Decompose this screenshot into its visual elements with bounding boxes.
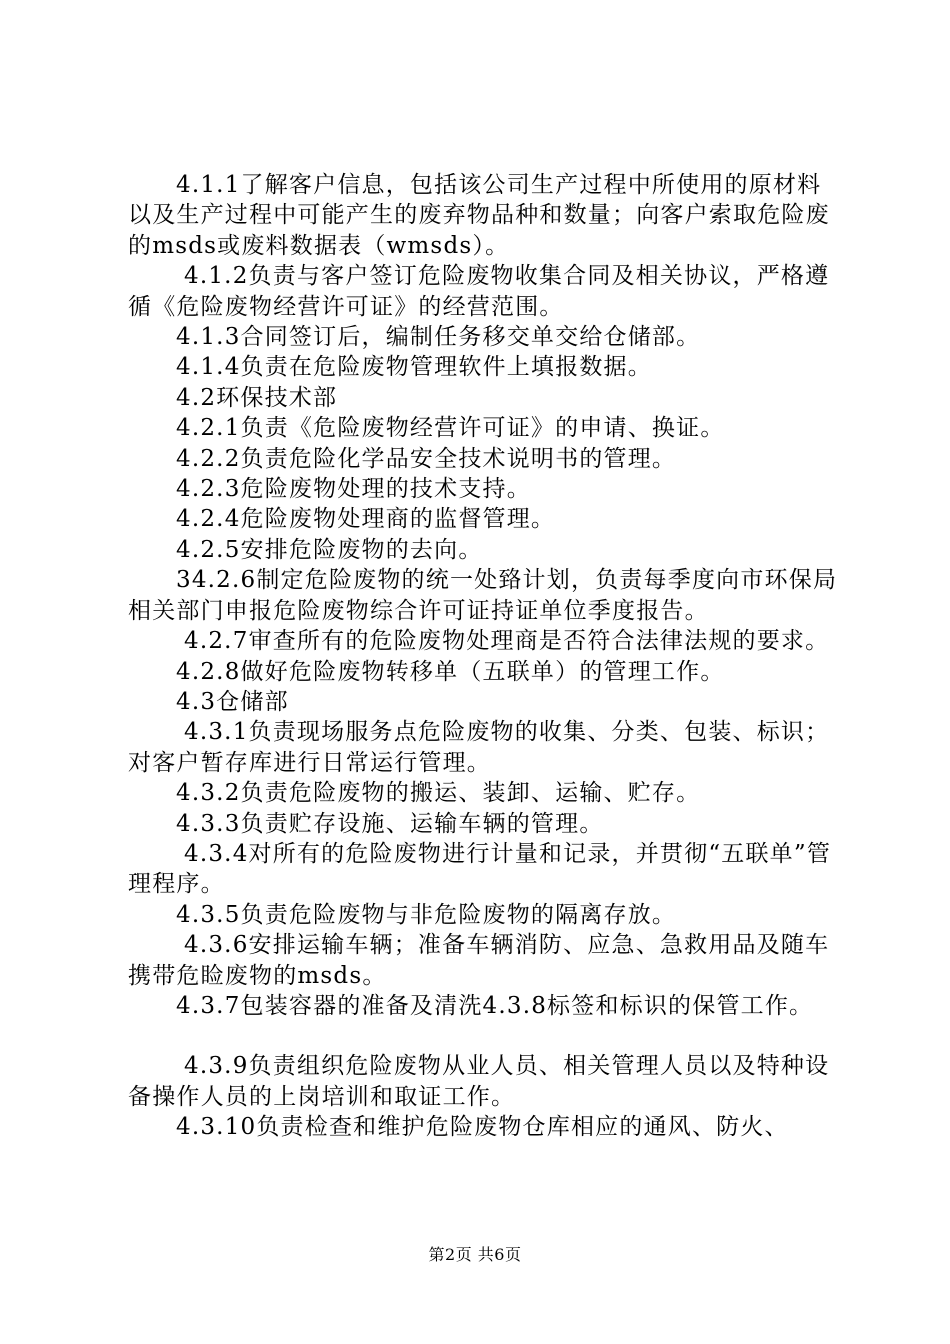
- paragraph-4-1-3: 4.1.3合同签订后，编制任务移交单交给仓储部。: [176, 324, 701, 351]
- paragraph-4-1-1: 4.1.1了解客户信息，包括该公司生产过程中所使用的原材料以及生产过程中可能产生的废弃物品种和数量；向客户索取危险废的msds或废料数据表（wmsds）。: [128, 172, 830, 259]
- paragraph-4-3-3: 4.3.3负责贮存设施、运输车辆的管理。: [176, 810, 604, 837]
- paragraph-4-3-6: 4.3.6安排运输车辆；准备车辆消防、应急、急救用品及随车携带危睑废物的msds。: [128, 932, 830, 989]
- paragraph-4-2-6: 34.2.6制定危险废物的统一处臵计划，负责每季度向市环保局相关部门申报危险废物综合许可证持证单位季度报告。: [128, 567, 838, 624]
- paragraph-4-1-4: 4.1.4负责在危险废物管理软件上填报数据。: [176, 354, 652, 381]
- paragraph-4-3-1: 4.3.1负责现场服务点危险废物的收集、分类、包装、标识；对客户暂存库进行日常运行管理。: [128, 719, 830, 776]
- paragraph-4-3-10: 4.3.10负责检查和维护危险废物仓库相应的通风、防火、: [176, 1114, 789, 1141]
- paragraph-4-2-1: 4.2.1负责《危险废物经营许可证》的申请、换证。: [176, 415, 725, 442]
- paragraph-4-2-3: 4.2.3危险废物处理的技术支持。: [176, 476, 531, 503]
- paragraph-4-3-4: 4.3.4对所有的危险废物进行计量和记录，并贯彻“五联单”管理程序。: [128, 840, 832, 898]
- paragraph-4-3-7: 4.3.7包装容器的准备及清洗4.3.8标签和标识的保管工作。: [176, 992, 814, 1019]
- section-heading-4-3: 4.3仓储部: [176, 688, 289, 715]
- paragraph-4-2-7: 4.2.7审查所有的危险废物处理商是否符合法律法规的要求。: [184, 628, 830, 655]
- paragraph-4-1-2: 4.1.2负责与客户签订危险废物收集合同及相关协议，严格遵循《危险废物经营许可证》的经营范围。: [128, 263, 830, 320]
- paragraph-4-2-2: 4.2.2负责危险化学品安全技术说明书的管理。: [176, 445, 677, 472]
- document-body: [128, 170, 838, 1143]
- page-number-footer: 第2页 共6页: [428, 1245, 522, 1264]
- paragraph-4-2-8: 4.2.8做好危险废物转移单（五联单）的管理工作。: [176, 658, 725, 685]
- section-heading-4-2: 4.2环保技术部: [176, 384, 338, 411]
- paragraph-4-3-2: 4.3.2负责危险废物的搬运、装卸、运输、贮存。: [176, 780, 701, 807]
- paragraph-4-3-9: 4.3.9负责组织危险废物从业人员、相关管理人员以及特种设备操作人员的上岗培训和取证工作。: [128, 1053, 830, 1110]
- paragraph-4-3-5: 4.3.5负责危险废物与非危险废物的隔离存放。: [176, 901, 677, 928]
- paragraph-4-2-4: 4.2.4危险废物处理商的监督管理。: [176, 506, 556, 533]
- paragraph-4-2-5: 4.2.5安排危险废物的去向。: [176, 536, 483, 563]
